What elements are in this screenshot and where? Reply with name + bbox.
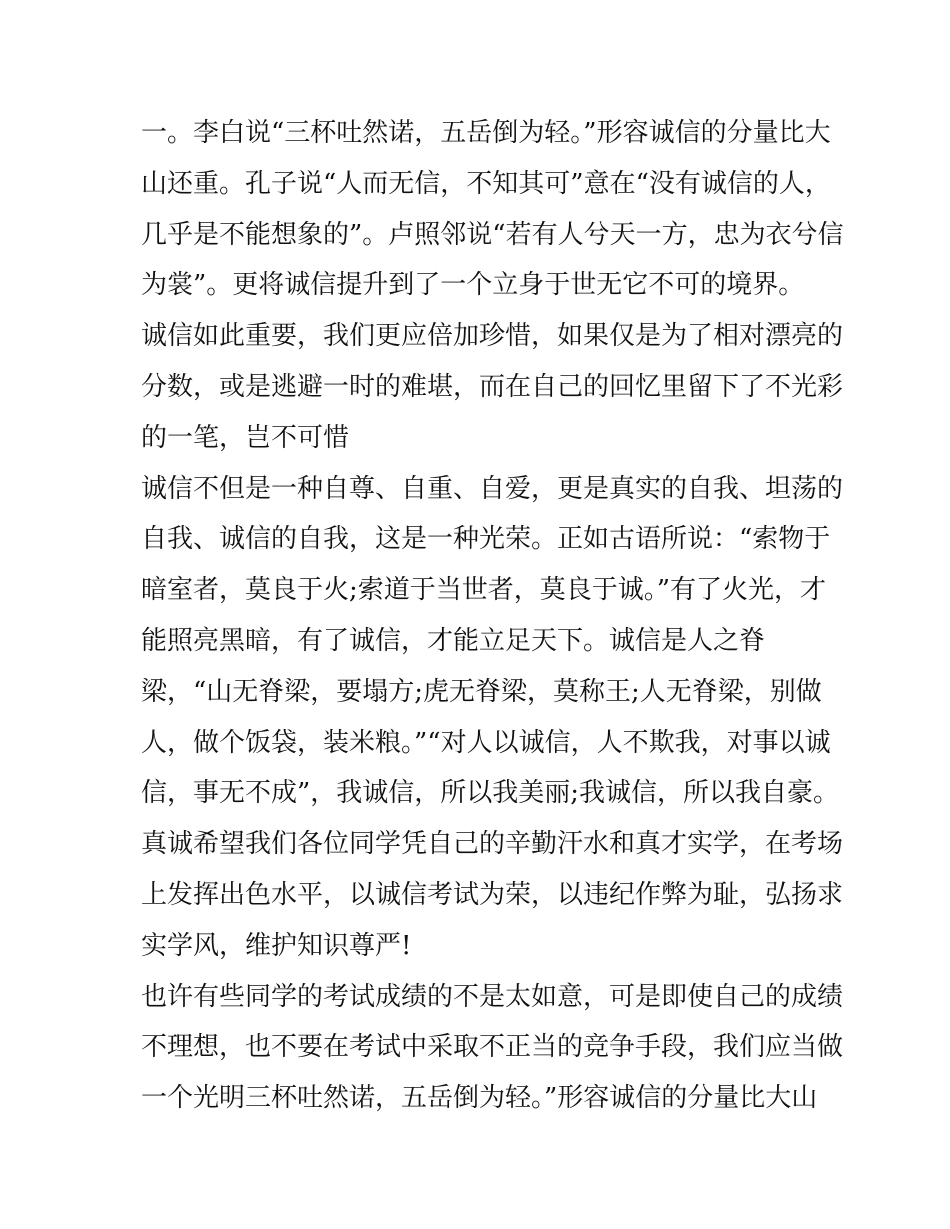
text-line: 真诚希望我们各位同学凭自己的辛勤汗水和真才实学，在考场 [141, 829, 844, 860]
text-line: 一个光明三杯吐然诺，五岳倒为轻。”形容诚信的分量比大山 [141, 1083, 818, 1114]
document-body [141, 108, 844, 1124]
text-line: 信，事无不成”，我诚信，所以我美丽;我诚信，所以我自豪。 [141, 778, 840, 809]
text-line: 不理想，也不要在考试中采取不正当的竞争手段，我们应当做 [141, 1032, 844, 1063]
text-line: 一。李白说“三杯吐然诺，五岳倒为轻。”形容诚信的分量比大 [141, 118, 831, 148]
text-line: 自我、诚信的自我，这是一种光荣。正如古语所说：“索物于 [141, 524, 831, 555]
text-line: 能照亮黑暗，有了诚信，才能立足天下。诚信是人之脊 [141, 625, 766, 656]
text-line: 人，做个饭袋，装米粮。”“对人以诚信，人不欺我，对事以诚 [141, 727, 831, 758]
text-line: 几乎是不能想象的”。卢照邻说“若有人兮天一方，忠为衣兮信 [141, 219, 844, 250]
text-line: 暗室者，莫良于火;索道于当世者，莫良于诚。”有了火光，才 [141, 575, 827, 606]
text-line: 为裳”。更将诚信提升到了一个立身于世无它不可的境界。 [141, 270, 805, 301]
text-line: 诚信不但是一种自尊、自重、自爱，更是真实的自我、坦荡的 [141, 473, 844, 504]
text-line: 也许有些同学的考试成绩的不是太如意，可是即使自己的成绩 [141, 981, 844, 1012]
text-line: 诚信如此重要，我们更应倍加珍惜，如果仅是为了相对漂亮的 [141, 321, 844, 352]
text-line: 上发挥出色水平，以诚信考试为荣，以违纪作弊为耻，弘扬求 [141, 879, 844, 910]
text-line: 实学风，维护知识尊严! [141, 930, 412, 961]
text-line: 的一笔，岂不可惜 [141, 422, 350, 453]
text-line: 梁，“山无脊梁，要塌方;虎无脊梁，莫称王;人无脊梁，别做 [141, 676, 822, 707]
text-line: 分数，或是逃避一时的难堪，而在自己的回忆里留下了不光彩 [141, 371, 844, 402]
text-line: 山还重。孔子说“人而无信，不知其可”意在“没有诚信的人， [141, 168, 831, 199]
